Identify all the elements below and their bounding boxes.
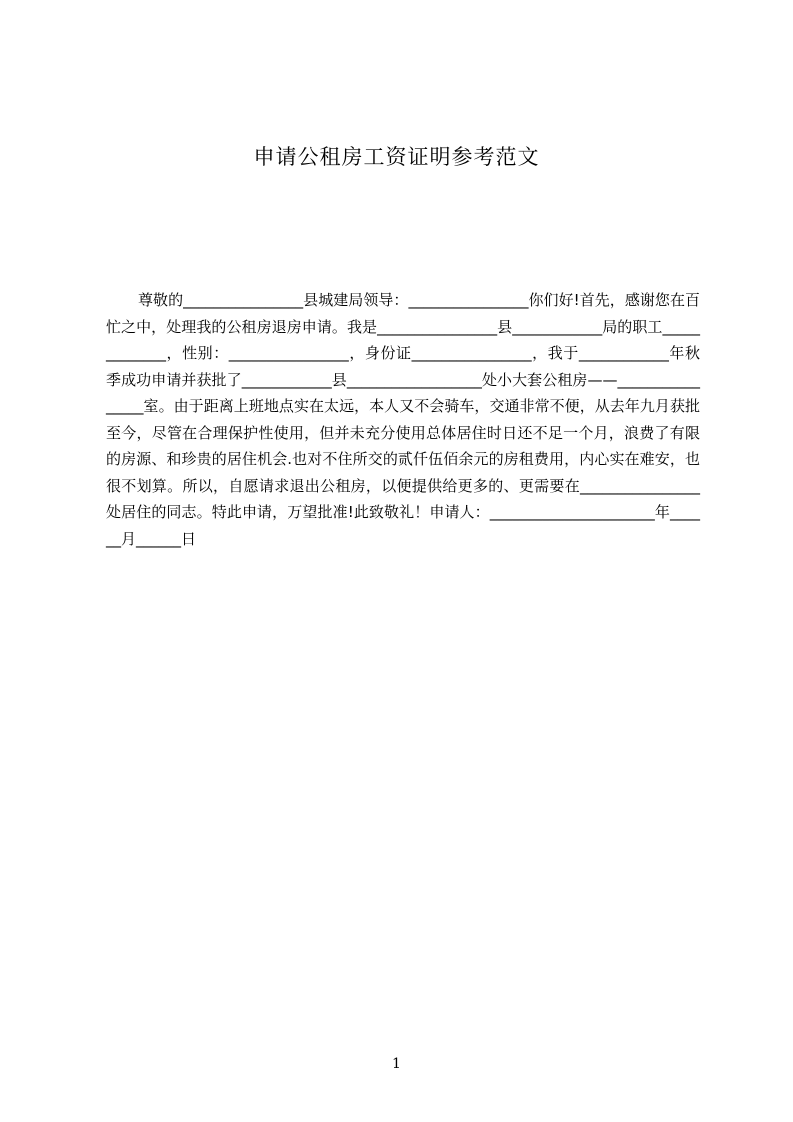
document-body-paragraph: 尊敬的________________县城建局领导：________________你们好!首先，感谢您在百忙之中，处理我的公租房退房申请。我是________________县____________局的职工_____________，性别：________________，身份证________________，我于____________年秋季成功申请并获批了____________县__________________处小大套公租房——________________室。由于距离上班地点实在太远，本人又不会骑车，交通非常不便，从去年九月获批至今，尽管在合理保护性使用，但并未充分使用总体居住时日还不足一个月，浪费了有限的房源、和珍贵的居住机会.也对不住所交的贰仟伍佰余元的房租费用，内心实在难安，也很不划算。所以，自愿请求退出公租房，以便提供给更多的、更需要在________________处居住的同志。特此申请，万望批准!此致敬礼！申请人：______________________年______月______日 — [106, 291, 700, 548]
document-title: 申请公租房工资证明参考范文 — [253, 145, 540, 169]
page-number: 1 — [392, 1056, 401, 1072]
